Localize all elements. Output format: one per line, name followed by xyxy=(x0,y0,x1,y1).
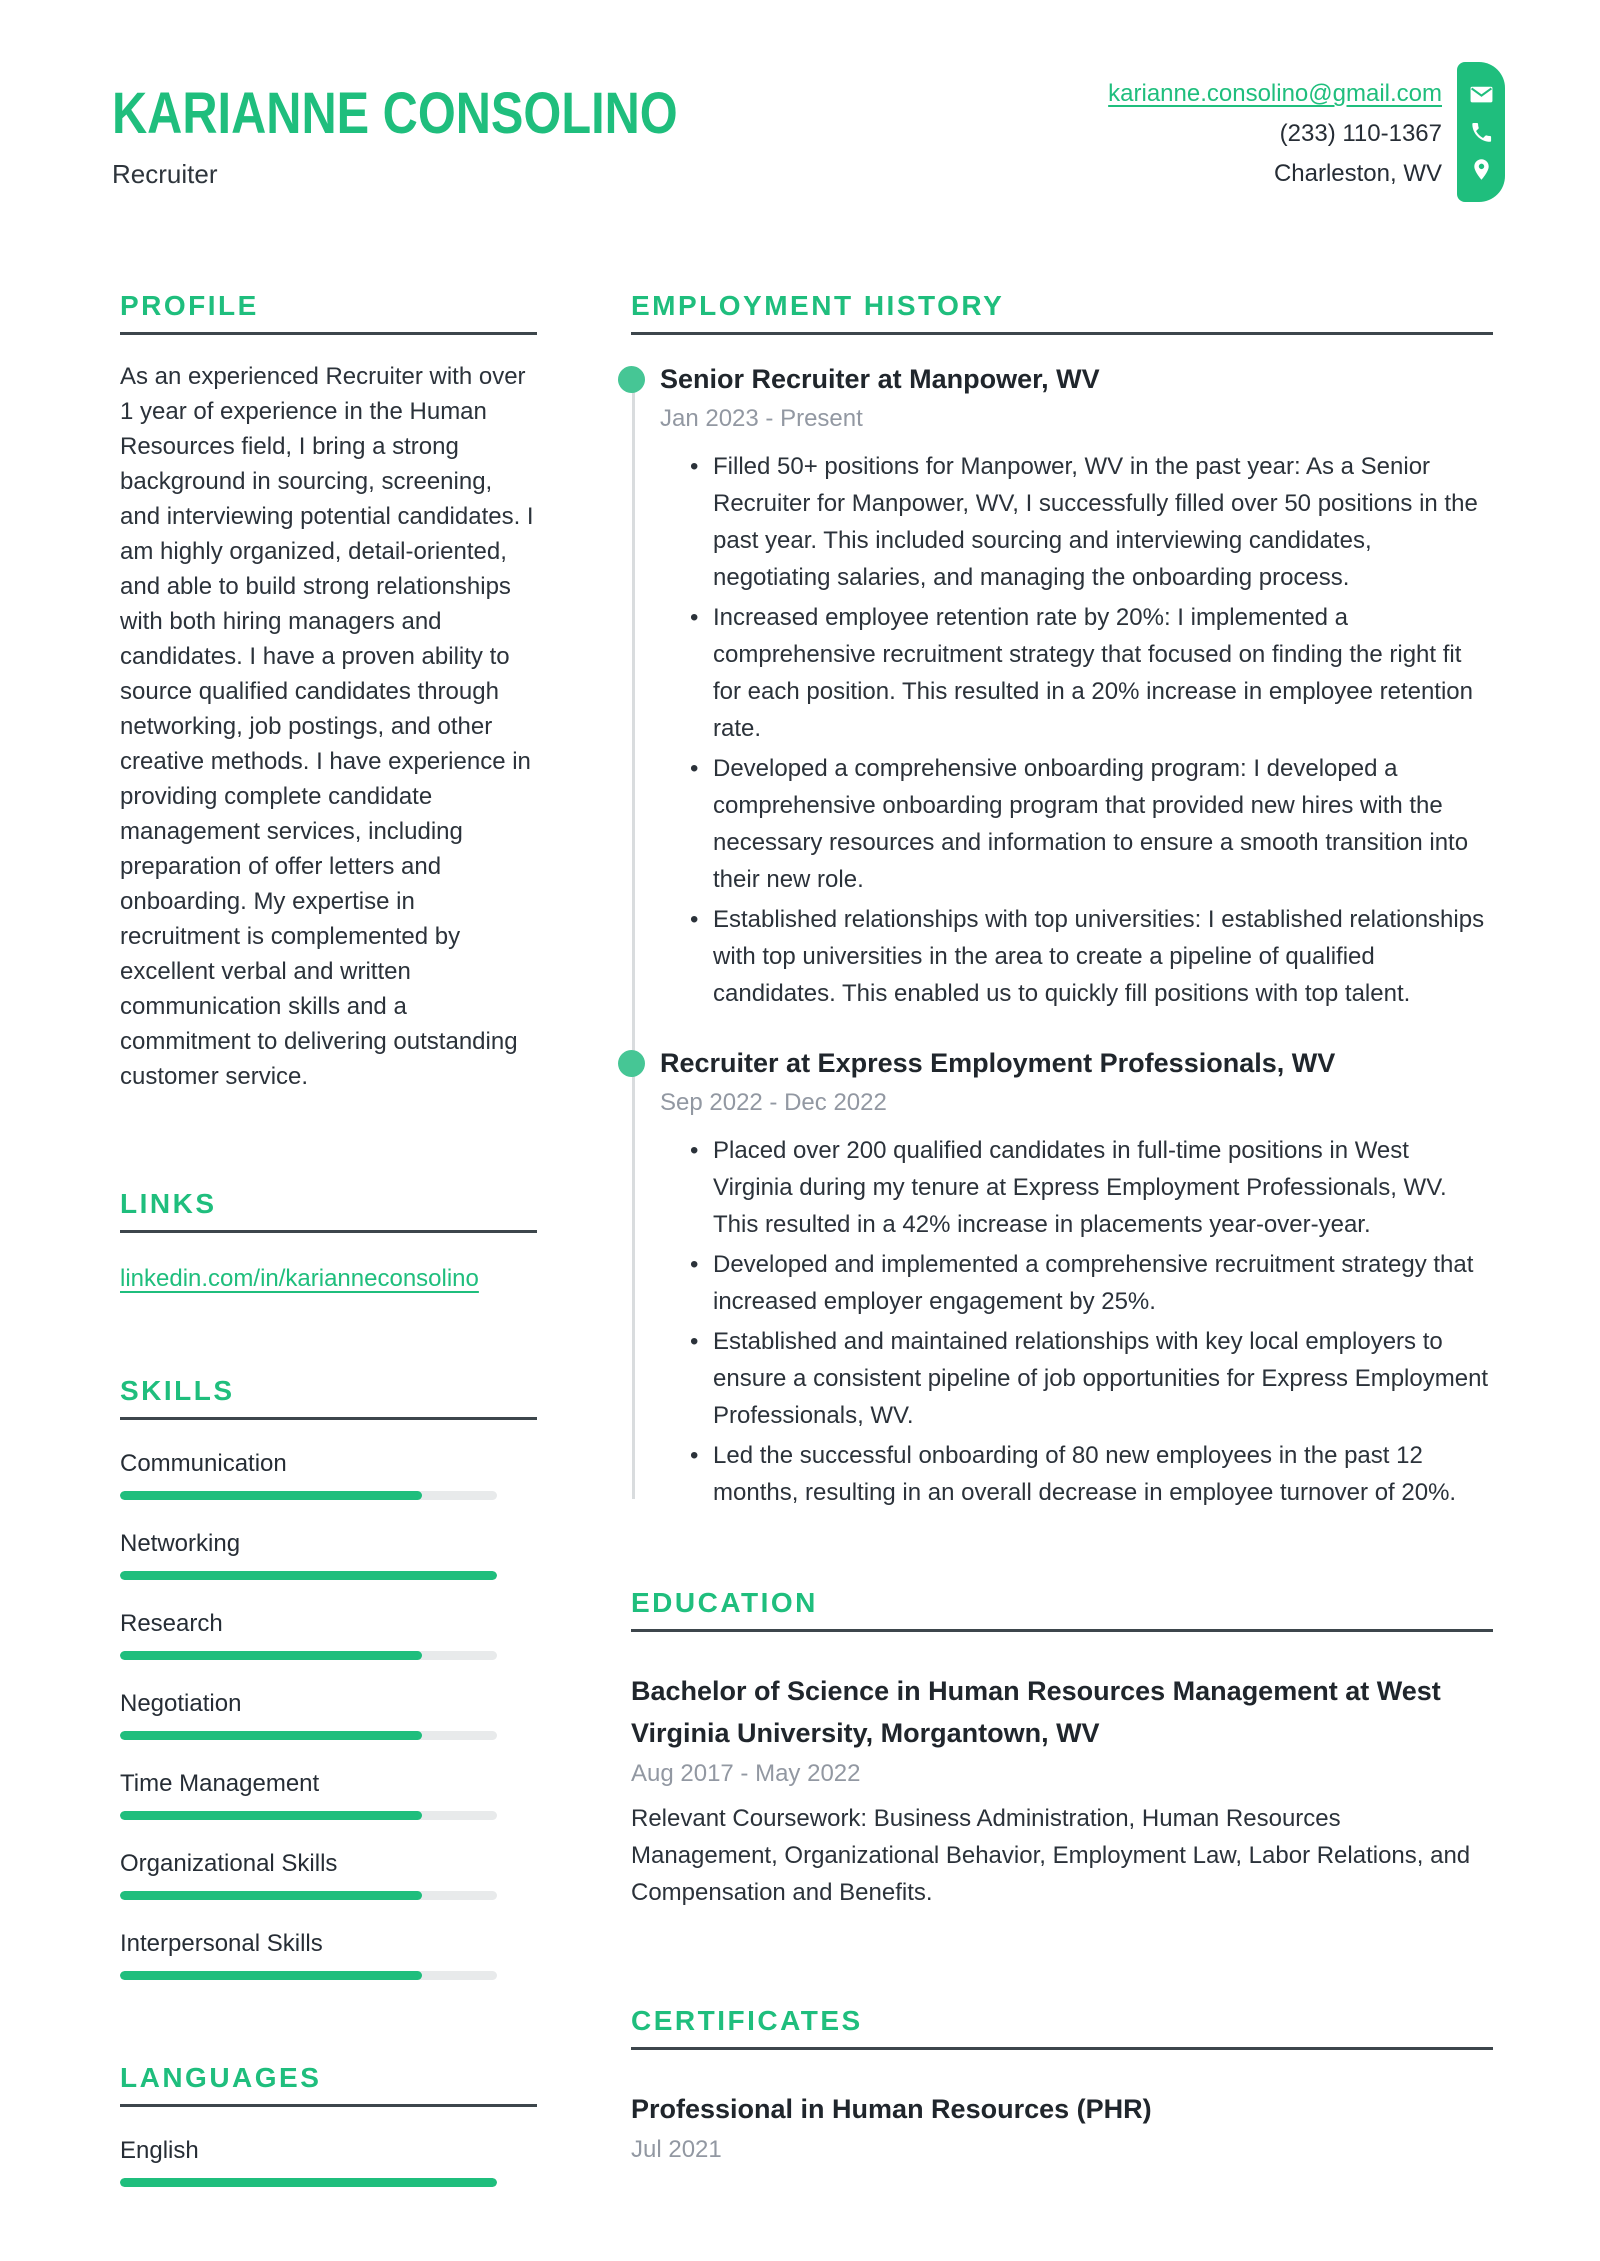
job-title: Recruiter xyxy=(112,158,218,189)
job-entry-title: Recruiter at Express Employment Professionals, WV xyxy=(660,1048,1336,1078)
job-entry xyxy=(660,1047,1493,1511)
skill-label: Networking xyxy=(120,1530,241,1557)
job-entry-date: Jan 2023 - Present xyxy=(660,405,863,432)
location-icon xyxy=(1469,157,1494,182)
skill-bar-fill xyxy=(120,1651,422,1660)
job-bullet: • Developed a comprehensive onboarding program: I developed a comprehensive onboarding program that provided new hires with the necessary resources and information to ensure a smooth transition into their new role. xyxy=(690,750,1493,898)
skill-label: Communication xyxy=(120,1450,287,1477)
identity-block xyxy=(112,62,785,190)
right-column xyxy=(631,292,1493,2187)
skill-label: Interpersonal Skills xyxy=(120,1930,323,1957)
section-divider xyxy=(120,332,537,335)
section-profile xyxy=(120,292,537,1094)
skill-bar-track xyxy=(120,1891,497,1900)
skill-item xyxy=(120,1850,537,1900)
header xyxy=(0,0,1600,202)
language-bar-track xyxy=(120,2178,497,2187)
skill-label: Negotiation xyxy=(120,1690,242,1717)
skill-bar-fill xyxy=(120,1971,422,1980)
skill-item xyxy=(120,1610,537,1660)
job-bullet-list xyxy=(660,448,1493,1012)
languages-heading: LANGUAGES xyxy=(120,2062,322,2093)
email-link[interactable]: karianne.consolino@gmail.com xyxy=(1108,80,1442,107)
phone-icon xyxy=(1469,120,1494,145)
section-languages xyxy=(120,2064,537,2187)
skill-bar-track xyxy=(120,1491,497,1500)
left-column xyxy=(120,292,537,2187)
skills-heading: SKILLS xyxy=(120,1375,235,1406)
skill-bar-track xyxy=(120,1971,497,1980)
mail-icon xyxy=(1469,82,1494,107)
education-heading: EDUCATION xyxy=(631,1587,818,1618)
employment-timeline xyxy=(631,363,1493,1511)
linkedin-link[interactable]: linkedin.com/in/karianneconsolino xyxy=(120,1265,479,1292)
skill-bar-track xyxy=(120,1731,497,1740)
job-bullet: • Increased employee retention rate by 20%: I implemented a comprehensive recruitment strategy that focused on finding the right fit for each position. This resulted in a 20% increase in employee retention rate. xyxy=(690,599,1493,747)
contact-location-row: Charleston, WV xyxy=(1273,160,1442,187)
job-bullet: • Established and maintained relationships with key local employers to ensure a consistent pipeline of job opportunities for Express Employment Professionals, WV. xyxy=(690,1323,1493,1434)
job-bullet: • Placed over 200 qualified candidates in full-time positions in West Virginia during my tenure at Express Employment Professionals, WV. This resulted in a 42% increase in placements year-over-year. xyxy=(690,1132,1493,1243)
section-divider xyxy=(120,1230,537,1233)
language-bar-fill xyxy=(120,2178,497,2187)
job-bullet: • Led the successful onboarding of 80 new employees in the past 12 months, resulting in an overall decrease in employee turnover of 20%. xyxy=(690,1437,1493,1511)
contact-block xyxy=(1108,62,1505,202)
certificate-entry xyxy=(631,2088,1493,2164)
skill-bar-fill xyxy=(120,1491,422,1500)
content-columns xyxy=(0,292,1600,2187)
certificate-entry-title: Professional in Human Resources (PHR) xyxy=(631,2094,1152,2124)
section-divider xyxy=(120,1417,537,1420)
skill-bar-track xyxy=(120,1811,497,1820)
education-entry-description: Relevant Coursework: Business Administration, Human Resources Management, Organizational Behavior, Employment Law, Labor Relations, and Compensation and Benefits. xyxy=(631,1805,1471,1906)
section-divider xyxy=(631,332,1493,335)
job-entry-title: Senior Recruiter at Manpower, WV xyxy=(660,364,1100,394)
job-bullet: • Developed and implemented a comprehensive recruitment strategy that increased employer engagement by 25%. xyxy=(690,1246,1493,1320)
skill-label: Research xyxy=(120,1610,223,1637)
employment-heading: EMPLOYMENT HISTORY xyxy=(631,290,1005,321)
skill-item xyxy=(120,1530,537,1580)
section-divider xyxy=(120,2104,537,2107)
section-divider xyxy=(631,2047,1493,2050)
skill-label: Organizational Skills xyxy=(120,1850,338,1877)
skill-label: Time Management xyxy=(120,1770,320,1797)
page-title: KARIANNE CONSOLINO xyxy=(112,81,678,146)
section-skills xyxy=(120,1377,537,1980)
section-divider xyxy=(631,1629,1493,1632)
education-entry xyxy=(631,1670,1493,1911)
job-entry xyxy=(660,363,1493,1012)
profile-heading: PROFILE xyxy=(120,290,259,321)
education-entry-title: Bachelor of Science in Human Resources Management at West Virginia University, Morgantown, WV xyxy=(631,1676,1441,1748)
job-bullet: • Established relationships with top universities: I established relationships with top universities in the area to create a pipeline of qualified candidates. This enabled us to quickly fill positions with top talent. xyxy=(690,901,1493,1012)
education-entry-date: Aug 2017 - May 2022 xyxy=(631,1760,861,1787)
skill-bar-fill xyxy=(120,1811,422,1820)
skill-item xyxy=(120,1450,537,1500)
certificate-entry-date: Jul 2021 xyxy=(631,2136,722,2163)
skill-bar-fill xyxy=(120,1571,497,1580)
skill-item xyxy=(120,1770,537,1820)
profile-text: As an experienced Recruiter with over 1 year of experience in the Human Resources field, I bring a strong background in sourcing, screening, and interviewing potential candidates. I am highly organized, detail-oriented, and able to build strong relationships with both hiring managers and candidates. I have a proven ability to source qualified candidates through networking, job postings, and other creative methods. I have experience in providing complete candidate management services, including preparation of offer letters and onboarding. My expertise in recruitment is complemented by excellent verbal and written communication skills and a commitment to delivering outstanding customer service. xyxy=(120,363,534,1090)
certificates-heading: CERTIFICATES xyxy=(631,2005,863,2036)
skill-bar-track xyxy=(120,1571,497,1580)
language-item xyxy=(120,2137,537,2187)
job-entry-date: Sep 2022 - Dec 2022 xyxy=(660,1089,887,1116)
section-certificates xyxy=(631,2007,1493,2164)
job-bullet-list xyxy=(660,1132,1493,1511)
contact-icons-panel xyxy=(1457,62,1505,202)
links-heading: LINKS xyxy=(120,1188,217,1219)
section-links xyxy=(120,1190,537,1293)
section-employment-history xyxy=(631,292,1493,1511)
contact-phone-row: (233) 110-1367 xyxy=(1279,120,1442,147)
skill-bar-fill xyxy=(120,1731,422,1740)
section-education xyxy=(631,1589,1493,1911)
job-bullet: • Filled 50+ positions for Manpower, WV in the past year: As a Senior Recruiter for Manpower, WV, I successfully filled over 50 positions in the past year. This included sourcing and interviewing candidates, negotiating salaries, and managing the onboarding process. xyxy=(690,448,1493,596)
skill-bar-fill xyxy=(120,1891,422,1900)
skill-item xyxy=(120,1690,537,1740)
language-label: English xyxy=(120,2137,199,2164)
skill-bar-track xyxy=(120,1651,497,1660)
skill-item xyxy=(120,1930,537,1980)
contact-email-row xyxy=(1108,74,1442,114)
